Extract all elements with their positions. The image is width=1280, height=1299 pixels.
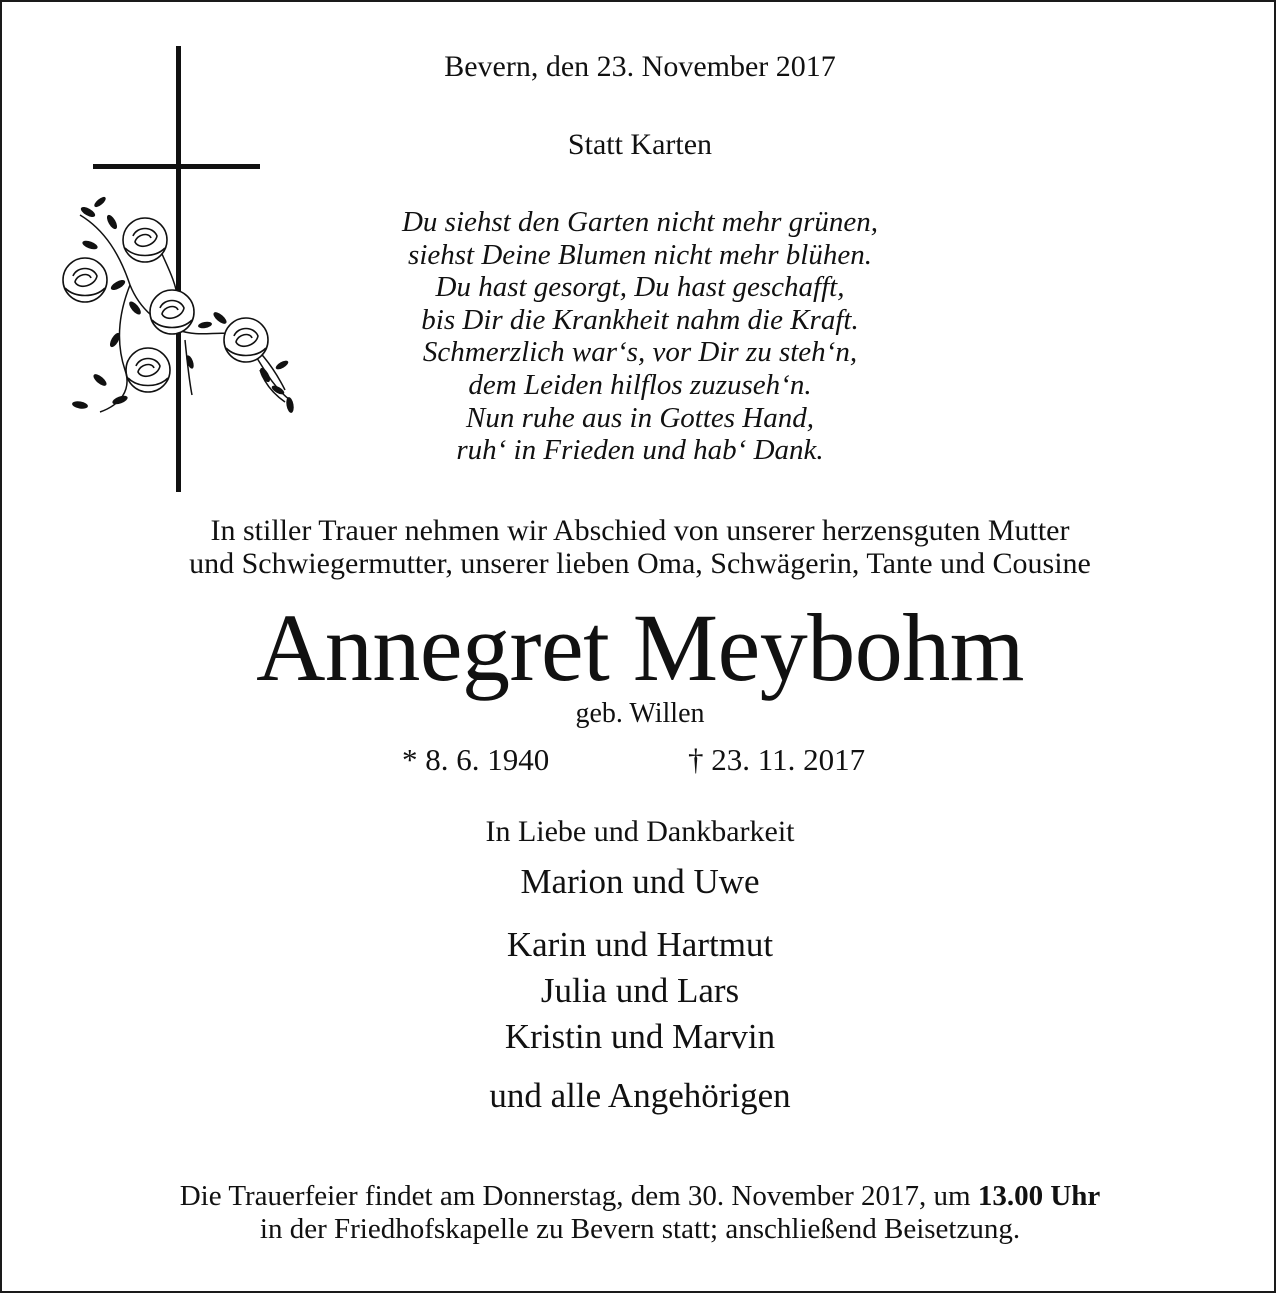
- place-date: Bevern, den 23. November 2017: [444, 50, 836, 83]
- service-time: 13.00 Uhr: [977, 1180, 1101, 1212]
- mourner-group-list: [0, 922, 1280, 1060]
- service-notice: [0, 1180, 1280, 1246]
- mourners-closing: und alle Angehörigen: [489, 1076, 791, 1115]
- birth-date: * 8. 6. 1940: [402, 742, 550, 777]
- mourner-group: Kristin und Marvin: [504, 1017, 776, 1056]
- service-text: Die Trauerfeier findet am Donnerstag, dem 30. November 2017, um: [179, 1180, 978, 1212]
- poem: [370, 206, 910, 467]
- service-line-2: in der Friedhofskapelle zu Bevern statt; anschließend Beisetzung.: [259, 1213, 1021, 1245]
- deceased-name: Annegret Meybohm: [256, 594, 1024, 701]
- poem-line: siehst Deine Blumen nicht mehr blühen.: [408, 238, 872, 271]
- intro-line: In stiller Trauer nehmen wir Abschied von unserer herzensguten Mutter: [210, 514, 1070, 547]
- service-line-1: [0, 1180, 1280, 1213]
- poem-line: bis Dir die Krankheit nahm die Kraft.: [421, 303, 859, 336]
- poem-line: Du siehst den Garten nicht mehr grünen,: [401, 206, 879, 238]
- poem-line: dem Leiden hilflos zuzuseh‘n.: [468, 368, 812, 401]
- intro-line: und Schwiegermutter, unserer lieben Oma, Schwägerin, Tante und Cousine: [189, 547, 1091, 580]
- maiden-name: geb. Willen: [575, 698, 705, 729]
- mourners-intro: In Liebe und Dankbarkeit: [485, 815, 795, 848]
- mourner-group: Julia und Lars: [540, 971, 740, 1010]
- statt-karten: Statt Karten: [567, 128, 713, 161]
- mourner-group: Marion und Uwe: [520, 862, 760, 901]
- poem-line: Nun ruhe aus in Gottes Hand,: [466, 401, 814, 434]
- mourner-group: Karin und Hartmut: [506, 925, 774, 964]
- poem-line: Schmerzlich war‘s, vor Dir zu steh‘n,: [422, 336, 858, 369]
- cross-with-roses-icon: [60, 40, 310, 500]
- poem-line: ruh‘ in Frieden und hab‘ Dank.: [456, 434, 824, 467]
- poem-line: Du hast gesorgt, Du hast geschafft,: [435, 271, 845, 304]
- death-date: † 23. 11. 2017: [688, 742, 866, 777]
- farewell-intro: [0, 514, 1280, 580]
